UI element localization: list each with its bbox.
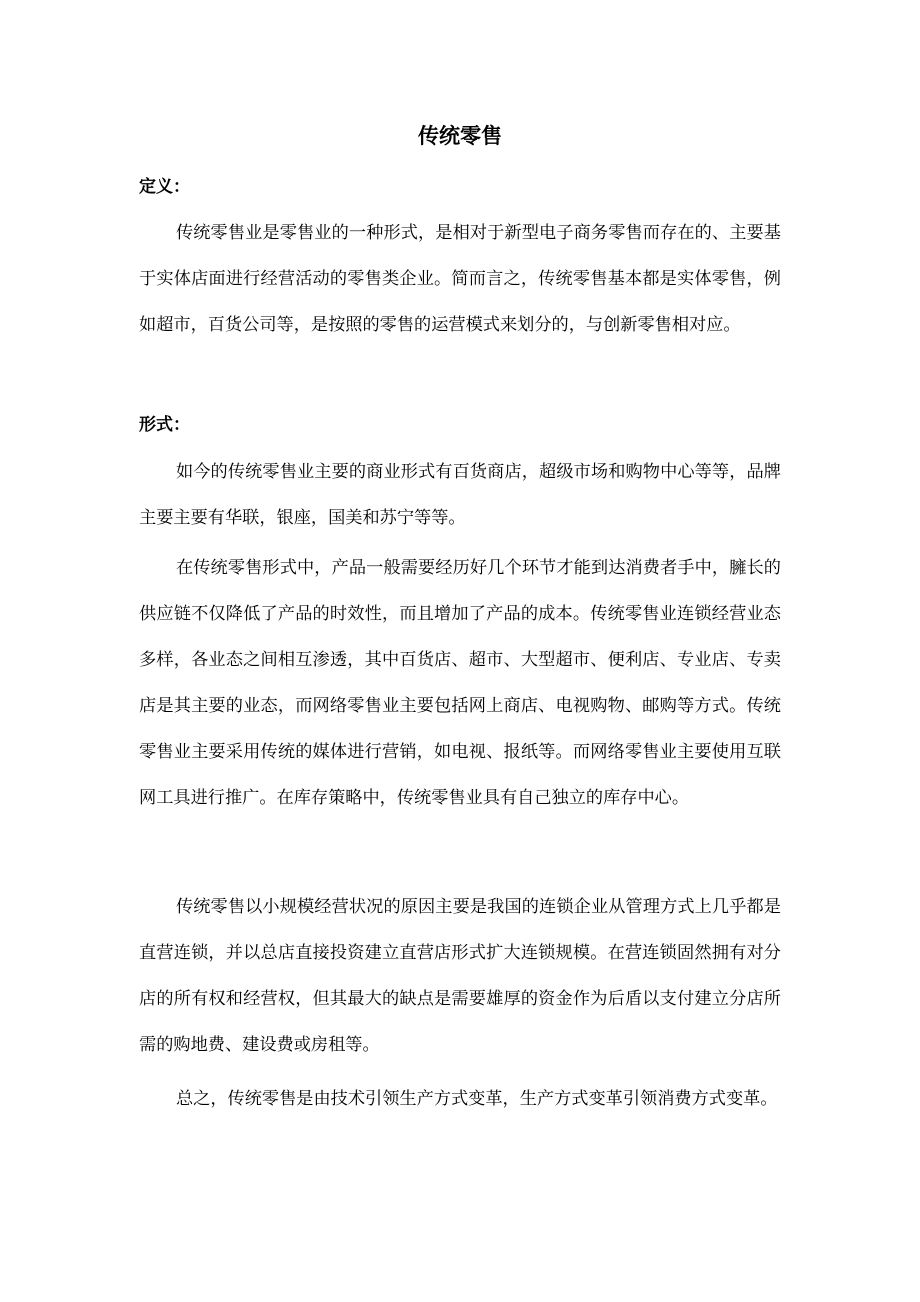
forms-paragraph-4: 总之，传统零售是由技术引领生产方式变革，生产方式变革引领消费方式变革。 — [175, 1089, 778, 1109]
document-title: 传统零售 — [418, 124, 502, 148]
forms-paragraph-1: 如今的传统零售业主要的商业形式有百货商店，超级市场和购物中心等等，品牌主要主要有华联，银座，国美和苏宁等等。 — [139, 462, 781, 528]
section-heading-definition: 定义： — [139, 177, 190, 197]
section-heading-forms: 形式： — [139, 415, 190, 435]
forms-paragraph-2: 在传统零售形式中，产品一般需要经历好几个环节才能到达消费者手中，臃长的供应链不仅降低了产品的时效性，而且增加了产品的成本。传统零售业连锁经营业态多样，各业态之间相互渗透，其中百货店、超市、大型超市、便利店、专业店、专卖店是其主要的业态，而网络零售业主要包括网上商店、电视购物、邮购等方式。传统零售业主要采用传统的媒体进行营销，如电视、报纸等。而网络零售业主要使用互联网工具进行推广。在库存策略中，传统零售业具有自己独立的库存中心。 — [139, 558, 781, 808]
definition-paragraph: 传统零售业是零售业的一种形式，是相对于新型电子商务零售而存在的、主要基于实体店面进行经营活动的零售类企业。简而言之，传统零售基本都是实体零售，例如超市，百货公司等，是按照的零售的运营模式来划分的，与创新零售相对应。 — [139, 223, 781, 335]
forms-paragraph-3: 传统零售以小规模经营状况的原因主要是我国的连锁企业从管理方式上几乎都是直营连锁，并以总店直接投资建立直营店形式扩大连锁规模。在营连锁固然拥有对分店的所有权和经营权，但其最大的缺点是需要雄厚的资金作为后盾以支付建立分店所需的购地费、建设费或房租等。 — [139, 897, 781, 1055]
